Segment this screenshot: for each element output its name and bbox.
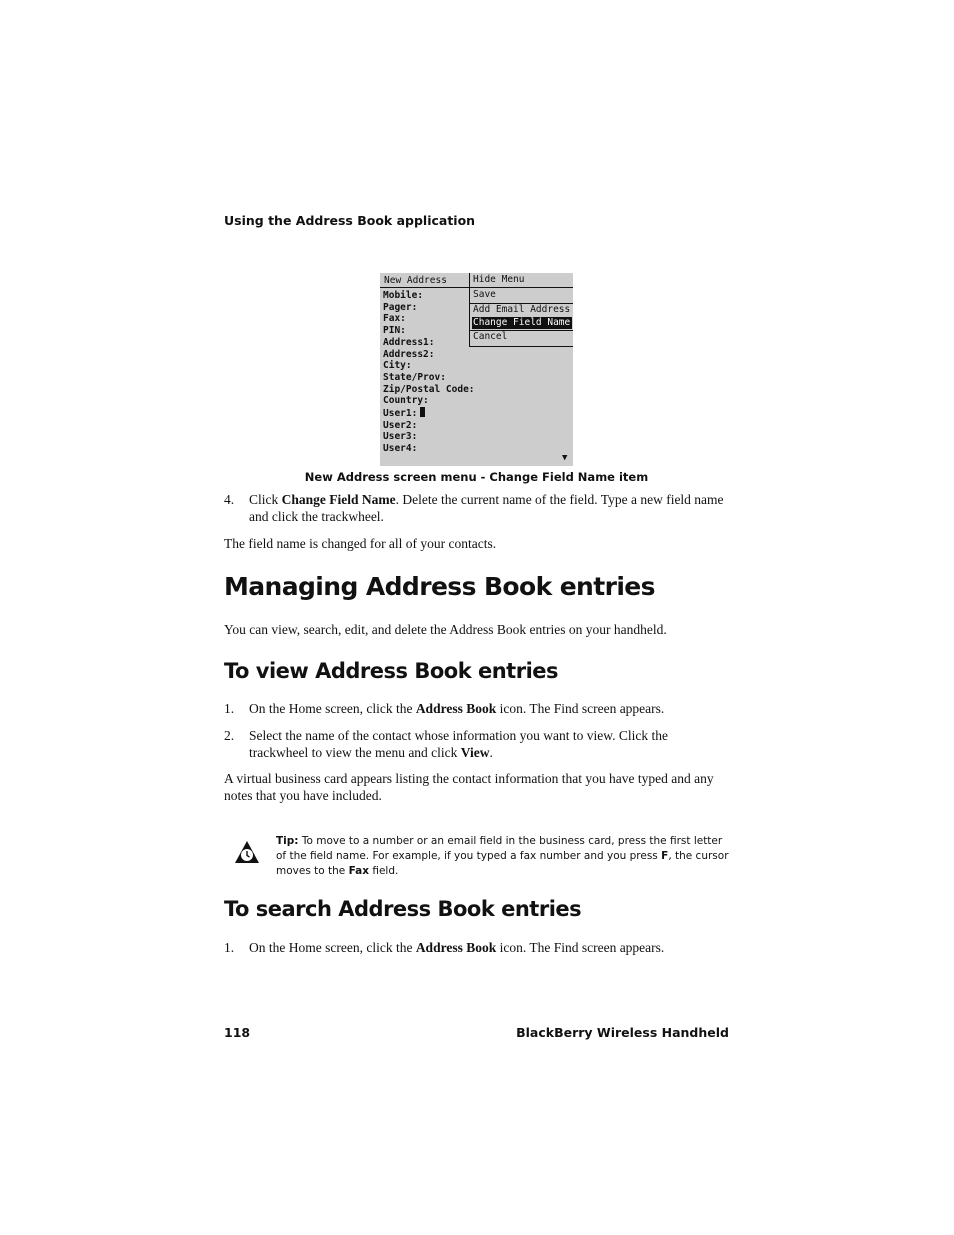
field-label: User1:: [383, 408, 418, 420]
step-text: On the Home screen, click the Address Book icon. The Find screen appears.: [249, 940, 665, 955]
paragraph: You can view, search, edit, and delete the Address Book entries on your handheld.: [224, 622, 667, 637]
menu-item-save[interactable]: Save: [473, 289, 496, 300]
field-label: Zip/Postal Code:: [383, 383, 475, 395]
ui-term: View: [460, 745, 490, 760]
field-label: Fax:: [383, 313, 406, 325]
search-step-1: [224, 939, 729, 956]
tip-label: Tip:: [276, 835, 299, 847]
menu-item-hide-menu[interactable]: Hide Menu: [473, 274, 525, 285]
field-label: Country:: [383, 395, 429, 407]
field-label: Pager:: [383, 301, 418, 313]
step-text: On the Home screen, click the Address Book icon. The Find screen appears.: [249, 701, 665, 716]
step-4: [224, 491, 729, 525]
field-user1-row: [383, 407, 475, 420]
field-label: PIN:: [383, 325, 406, 337]
context-menu: [469, 273, 573, 347]
subsection-heading-view: To view Address Book entries: [224, 659, 559, 683]
field-label: Mobile:: [383, 290, 424, 301]
tip-note: Tip: To move to a number or an email field in the business card, press the first letter of the field name. For example, if you typed a fax number and you press F, the cursor moves to the Fax field.: [276, 835, 729, 877]
ui-term: Address Book: [415, 701, 497, 716]
menu-item-change-field-name[interactable]: Change Field Name: [473, 317, 571, 328]
menu-item-cancel[interactable]: Cancel: [473, 331, 508, 342]
page-number: 118: [224, 1025, 251, 1040]
view-step-2: [224, 727, 729, 761]
step-number: 1.: [224, 701, 235, 716]
paragraph: A virtual business card appears listing the contact information that you have typed and any notes that you have included.: [224, 771, 714, 803]
section-heading: Managing Address Book entries: [224, 572, 655, 601]
screen-title: New Address: [384, 275, 447, 286]
menu-item-add-email-address[interactable]: Add Email Address: [473, 304, 571, 315]
field-label: Address2:: [383, 348, 435, 360]
field-label: State/Prov:: [383, 371, 446, 383]
field-label: User3:: [383, 431, 418, 443]
step-text: Click Change Field Name. Delete the current name of the field. Type a new field name and click the trackwheel.: [249, 492, 724, 524]
step-number: 2.: [224, 728, 235, 743]
step-number: 4.: [224, 492, 235, 507]
paragraph: The field name is changed for all of your contacts.: [224, 536, 497, 551]
footer-title: BlackBerry Wireless Handheld: [516, 1025, 729, 1040]
figure-caption: New Address screen menu - Change Field Name item: [304, 470, 649, 484]
scroll-down-icon: ▼: [562, 453, 568, 463]
tip-icon: [234, 840, 260, 864]
running-header: Using the Address Book application: [224, 213, 476, 228]
step-number: 1.: [224, 940, 235, 955]
field-label: User2:: [383, 419, 418, 431]
text-cursor: [420, 407, 425, 417]
subsection-heading-search: To search Address Book entries: [224, 897, 582, 921]
ui-term: Change Field Name: [281, 492, 396, 507]
field-list: [383, 290, 475, 455]
ui-term: Address Book: [415, 940, 497, 955]
step-text: Select the name of the contact whose information you want to view. Click the trackwheel to view the menu and click View.: [249, 728, 669, 760]
key-term: F: [661, 850, 669, 862]
field-term: Fax: [348, 865, 370, 877]
view-step-1: [224, 700, 729, 717]
menu-divider: [470, 287, 573, 288]
device-screenshot: [380, 273, 573, 466]
field-label: Address1:: [383, 336, 435, 348]
field-label: User4:: [383, 443, 418, 455]
field-label: City:: [383, 360, 412, 372]
title-divider: [380, 287, 469, 288]
